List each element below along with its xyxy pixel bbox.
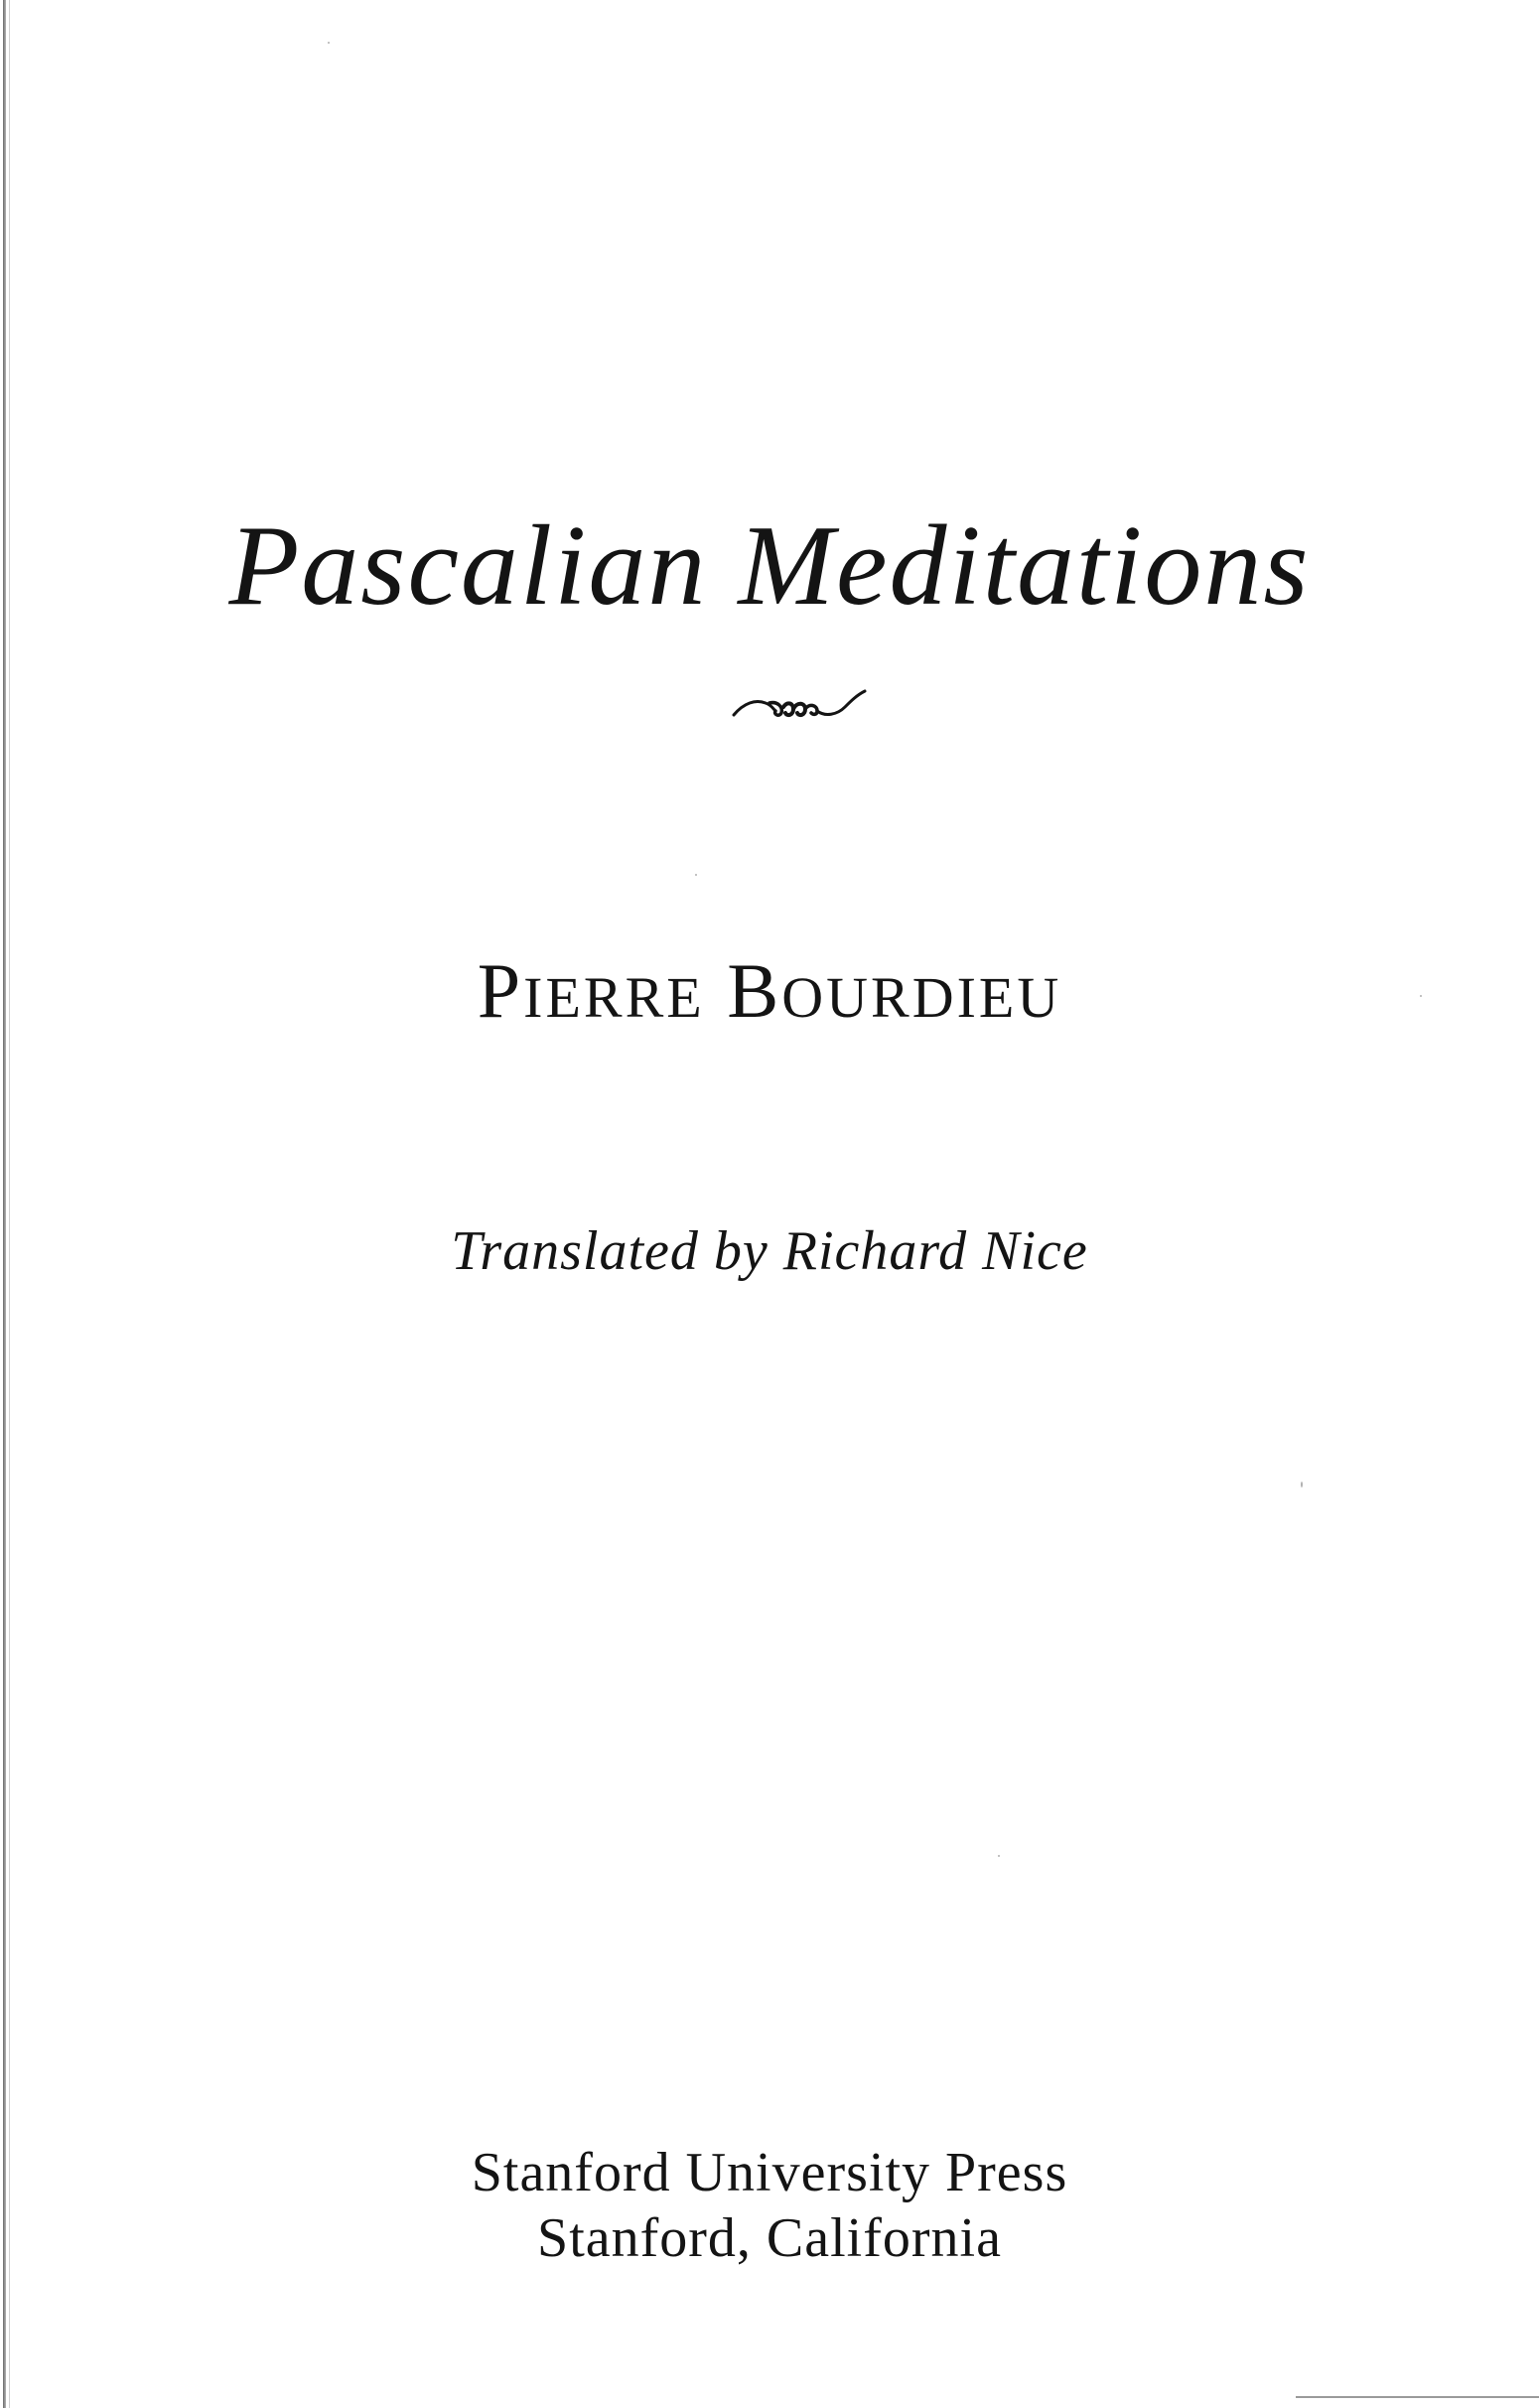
translator-credit: Translated by Richard Nice [451, 1220, 1088, 1282]
publisher-imprint [0, 2140, 1539, 2271]
book-title: Pascalian Meditations [228, 502, 1311, 630]
publisher-name: Stanford University Press [471, 2142, 1068, 2203]
author-first-initial: P [477, 947, 524, 1034]
book-author [0, 943, 1539, 1046]
scan-binding-line [9, 0, 10, 2408]
scan-binding-edge [3, 0, 6, 2408]
scan-speck [328, 42, 330, 44]
author-last-rest: OURDIEU [781, 965, 1062, 1030]
scan-speck [998, 1855, 1000, 1857]
scan-speck [1301, 1482, 1303, 1487]
scan-speck [695, 874, 697, 876]
fleuron-ornament-icon [730, 685, 869, 729]
scan-bottom-edge-mark [1296, 2396, 1539, 2398]
publisher-location: Stanford, California [537, 2207, 1002, 2269]
author-first-rest: IERRE [523, 965, 705, 1030]
author-last-initial: B [727, 947, 782, 1034]
